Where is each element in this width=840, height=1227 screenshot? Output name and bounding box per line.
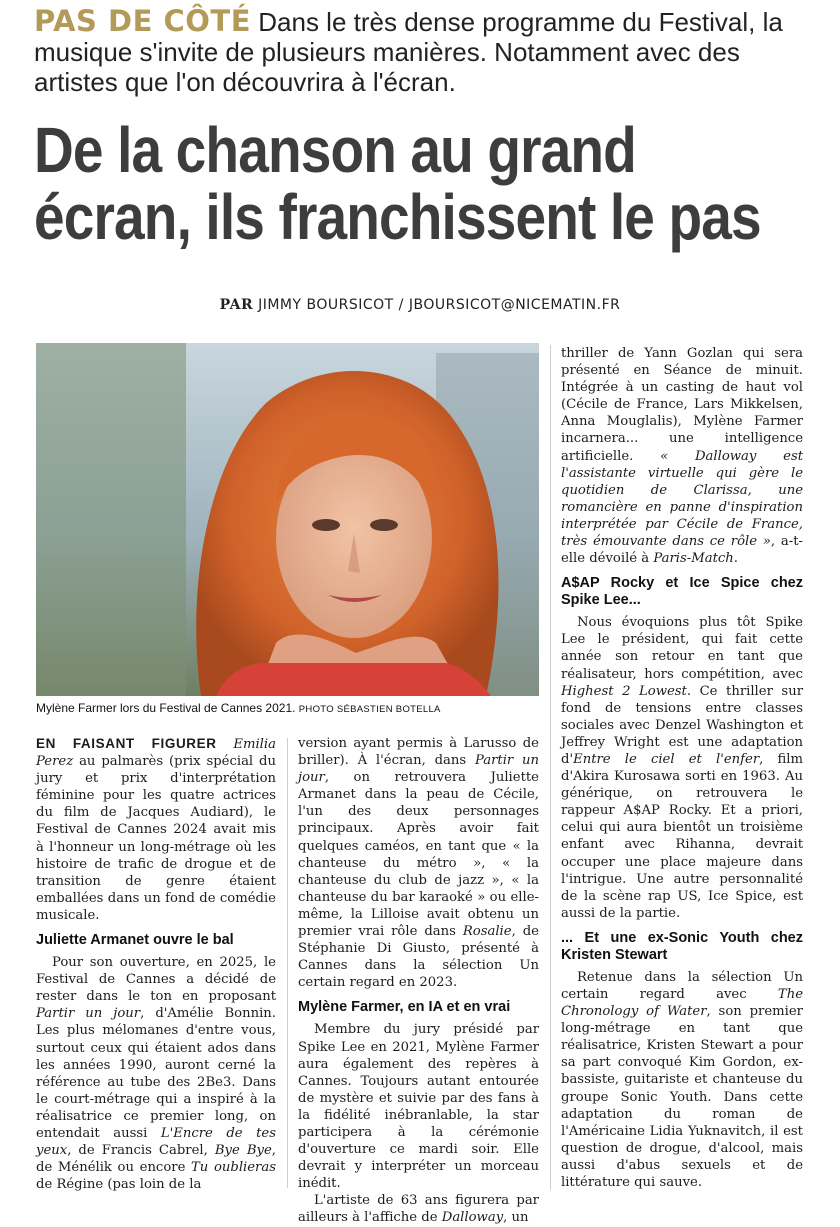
film-title: Highest 2 Lowest bbox=[561, 683, 687, 699]
headline-line-1: De la chanson au grand bbox=[34, 114, 636, 186]
text-run: , un bbox=[503, 1210, 529, 1226]
portrait-photo bbox=[36, 343, 539, 696]
song-title: L'Encre de tes yeux bbox=[36, 1125, 276, 1159]
text-run: de Régine (pas loin de la bbox=[36, 1177, 202, 1193]
text-run: , son premier long-métrage en tant que réalisatrice, Kristen Stewart a pour sa part convoqué Kim Gordon, ex-bassiste, guitariste et chanteuse du groupe Sonic Youth. Dans cette adaptation du roman de l'Américaine Lidia Yuknavitch, il est question de drogue, d'alcool, mais aussi d'abus sexuels et de littérature qui sauve. bbox=[561, 1004, 803, 1191]
text-run: Pour son ouverture, en 2025, le Festival de Cannes a décidé de rester dans le ton en proposant bbox=[36, 955, 276, 1005]
subheading-asap-rocky: A$AP Rocky et Ice Spice chez Spike Lee... bbox=[561, 575, 803, 609]
headline-line-2: écran, ils franchissent le pas bbox=[34, 181, 761, 253]
photo-caption bbox=[36, 701, 539, 715]
photo-credit: PHOTO SÉBASTIEN BOTELLA bbox=[298, 704, 441, 715]
lead-caps: EN FAISANT FIGURER bbox=[36, 736, 217, 751]
article-column-1 bbox=[36, 735, 276, 1193]
quote: « Dalloway est l'assistante virtuelle qui gère le quotidien de Clarissa, une romancière en panne d'inspiration interprétée par Cécile de France, très émouvante dans ce rôle » bbox=[561, 448, 804, 550]
magazine-title: Paris-Match bbox=[653, 551, 734, 567]
film-title: Entre le ciel et l'enfer bbox=[573, 751, 760, 767]
text-run: , on retrouvera Juliette Armanet dans la peau de Cécile, l'un des deux personnages principaux. Après avoir fait quelques caméos, en tant que « la chanteuse du métro », « la chanteuse du club de jazz », « la chanteuse du bar karaoké » ou elle-même, la Lilloise avait obtenu un premier vrai rôle dans bbox=[298, 770, 539, 940]
text-run: . Ce thriller sur fond de tensions entre classes sociales avec Denzel Washington et Jeffrey Wright est une adaptation d' bbox=[561, 683, 803, 767]
article-lead-paragraph bbox=[36, 735, 276, 924]
caption-text: Mylène Farmer lors du Festival de Cannes 2021. bbox=[36, 701, 296, 715]
text-run: L'artiste de 63 ans figurera par ailleurs à l'affiche de bbox=[298, 1193, 539, 1226]
text-run: , film d'Akira Kurosawa sorti en 1963. Au générique, on retrouvera le rappeur A$AP Rocky. Et a priori, celui qui aura bientôt un troisième enfant avec Rihanna, devrait occuper une place majeure dans l'intrigue. Une autre personnalité de la scène rap US, Ice Spice, est aussi de la partie. bbox=[561, 751, 803, 921]
film-title: Dalloway bbox=[441, 1210, 504, 1226]
film-title: The Chronology of Water bbox=[561, 987, 803, 1020]
headline bbox=[34, 114, 761, 253]
text-run: , de Francis Cabrel, bbox=[67, 1143, 215, 1159]
text-run: , de Stéphanie Di Giusto, présenté à Cannes dans la sélection Un certain regard en 2023. bbox=[298, 924, 539, 991]
column-divider bbox=[550, 345, 551, 1190]
text-run: , d'Amélie Bonnin. Les plus mélomanes d'entre vous, surtout ceux qui étaient ados dans les années 1990, auront cerné la référence au tube des 2Be3. Dans le court-métrage qui a inspiré à la réalisatrice ce premier long, on entendait aussi bbox=[36, 1006, 276, 1141]
byline-author: JIMMY BOURSICOT / JBOURSICOT@NICEMATIN.FR bbox=[258, 297, 621, 313]
paragraph-kristen-stewart bbox=[561, 969, 803, 1191]
paragraph-opening bbox=[36, 954, 276, 1193]
film-title: Partir un jour bbox=[36, 1006, 141, 1022]
byline bbox=[0, 297, 840, 313]
kicker-text: Dans le très dense programme du Festival, la musique s'invite de plusieurs manières. Notamment avec des artistes que l'on découvrira à l'écran. bbox=[34, 7, 783, 97]
byline-par: PAR bbox=[219, 297, 254, 313]
portrait-photo-image bbox=[36, 343, 539, 696]
film-title: Rosalie bbox=[462, 924, 512, 940]
subheading-mylene-farmer: Mylène Farmer, en IA et en vrai bbox=[298, 999, 511, 1016]
text-run: au palmarès (prix spécial du jury et prix d'interprétation féminine pour les quatre actrices du film de Jacques Audiard), le Festival de Cannes 2024 avait mis à l'honneur un long-métrage où les histoire de trafic de drogue et de transition de genre étaient emballées dans un fond de comédie musicale. bbox=[36, 754, 276, 923]
paragraph-continued bbox=[298, 735, 539, 991]
text-run: . bbox=[733, 551, 738, 567]
column-divider bbox=[287, 738, 288, 1188]
article-column-2 bbox=[298, 735, 539, 1227]
subheading-sonic-youth: ... Et une ex-Sonic Youth chez Kristen Stewart bbox=[561, 929, 803, 963]
text-run: Nous évoquions plus tôt Spike Lee le président, qui fait cette année son retour en tant que réalisateur, hors compétition, avec bbox=[561, 615, 803, 682]
article-column-3 bbox=[561, 345, 803, 1191]
text-run: thriller de Yann Gozlan qui sera présenté en Séance de minuit. Intégrée à un casting de haut vol (Cécile de France, Lars Mikkelsen, Anna Mouglalis), Mylène Farmer incarnera... une intelligence artificielle. bbox=[561, 346, 803, 464]
text-run: Retenue dans la sélection Un certain regard avec bbox=[561, 969, 803, 1002]
text-run: , de Ménélik ou encore bbox=[36, 1143, 276, 1176]
text-run bbox=[217, 737, 234, 752]
paragraph-dalloway-continued bbox=[561, 345, 803, 567]
subheading-juliette-armanet: Juliette Armanet ouvre le bal bbox=[36, 932, 234, 949]
song-title: Bye Bye bbox=[214, 1143, 272, 1159]
paragraph-jury: Membre du jury présidé par Spike Lee en 2021, Mylène Farmer aura également des repères à Cannes. Toujours autant entourée de mystère et suivie par des fans à la fidélité inébranlable, la star participera à la cérémonie d'ouverture ce mardi soir. Elle devrait y interpréter un morceau inédit. bbox=[298, 1022, 539, 1192]
kicker bbox=[34, 6, 824, 97]
text-run: version ayant permis à Larusso de briller). À l'écran, dans bbox=[298, 736, 539, 769]
film-title: Emilia Perez bbox=[36, 737, 276, 770]
text-run: , a-t-elle dévoilé à bbox=[561, 534, 803, 567]
kicker-label: PAS DE CÔTÉ bbox=[34, 4, 252, 38]
paragraph-dalloway-start bbox=[298, 1192, 539, 1226]
film-title: Partir un jour bbox=[298, 753, 539, 786]
paragraph-spike-lee bbox=[561, 614, 803, 922]
song-title: Tu oublieras bbox=[191, 1160, 276, 1176]
